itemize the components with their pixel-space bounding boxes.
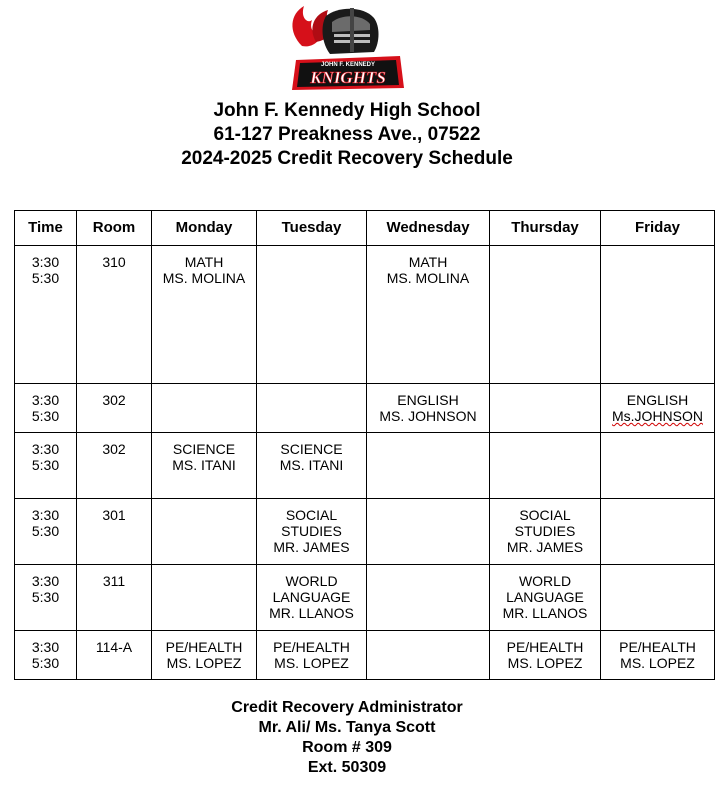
time-text: 5:30: [31, 589, 60, 605]
time-text: 5:30: [31, 457, 60, 473]
administrator-extension: Ext. 50309: [307, 759, 387, 776]
logo-school-text: JOHN F. KENNEDY: [320, 62, 376, 68]
class-cell-monday: [152, 433, 257, 499]
class-text: MR. JAMES: [273, 539, 350, 555]
class-text: MR. LLANOS: [269, 605, 354, 621]
room-number: 311: [102, 573, 126, 589]
class-cell-monday: [152, 384, 257, 433]
class-text: MS. LOPEZ: [274, 655, 349, 671]
class-cell-monday: [152, 565, 257, 631]
time-text: 3:30: [31, 507, 60, 523]
class-cell-wednesday: [367, 433, 490, 499]
time-text: 5:30: [31, 270, 60, 286]
class-text: WORLD: [285, 573, 338, 589]
room-number: 302: [102, 392, 126, 408]
school-address: 61-127 Preakness Ave., 07522: [213, 124, 481, 145]
schedule-title: 2024-2025 Credit Recovery Schedule: [181, 148, 513, 169]
class-cell-tuesday: [257, 631, 367, 680]
class-text: SOCIAL: [285, 507, 338, 523]
room-number: 310: [102, 254, 126, 270]
class-text: Ms.JOHNSON: [612, 408, 703, 424]
header-wednesday: Wednesday: [367, 211, 490, 246]
class-text: STUDIES: [514, 523, 576, 539]
class-cell-tuesday: [257, 384, 367, 433]
room-cell: [77, 565, 152, 631]
class-text: MS. ITANI: [172, 457, 236, 473]
room-number: 114-A: [95, 639, 133, 655]
administrator-room: Room # 309: [302, 739, 392, 756]
time-text: 3:30: [31, 639, 60, 655]
room-cell: [77, 433, 152, 499]
class-text: MS. LOPEZ: [166, 655, 242, 671]
class-text: LANGUAGE: [506, 589, 584, 605]
header-thursday: Thursday: [490, 211, 601, 246]
table-header-row: [15, 211, 715, 246]
class-text: LANGUAGE: [272, 589, 351, 605]
administrator-names: Mr. Ali/ Ms. Tanya Scott: [258, 719, 436, 736]
knights-logo: [282, 2, 410, 94]
class-cell-tuesday: [257, 565, 367, 631]
room-cell: [77, 384, 152, 433]
class-cell-friday: [601, 499, 715, 565]
administrator-title: Credit Recovery Administrator: [231, 699, 463, 716]
class-text: PE/HEALTH: [619, 639, 696, 655]
time-text: 5:30: [31, 523, 60, 539]
class-text: MATH: [184, 254, 224, 270]
class-text: MS. LOPEZ: [620, 655, 695, 671]
table-row: [15, 246, 715, 384]
class-text: SOCIAL: [519, 507, 571, 523]
table-row: [15, 499, 715, 565]
school-name: John F. Kennedy High School: [213, 100, 481, 121]
class-text: MS. JOHNSON: [379, 408, 477, 424]
class-cell-tuesday: [257, 246, 367, 384]
class-cell-tuesday: [257, 433, 367, 499]
table-row: [15, 631, 715, 680]
time-text: 3:30: [31, 441, 60, 457]
class-cell-wednesday: [367, 565, 490, 631]
room-cell: [77, 246, 152, 384]
time-cell: [15, 433, 77, 499]
room-cell: [77, 631, 152, 680]
room-number: 301: [102, 507, 126, 523]
time-text: 3:30: [31, 392, 60, 408]
time-text: 3:30: [31, 254, 60, 270]
time-cell: [15, 384, 77, 433]
class-text: ENGLISH: [397, 392, 459, 408]
class-text: WORLD: [518, 573, 572, 589]
class-text: SCIENCE: [172, 441, 236, 457]
class-cell-monday: [152, 631, 257, 680]
class-text: MR. LLANOS: [502, 605, 588, 621]
class-cell-thursday: [490, 565, 601, 631]
class-cell-thursday: [490, 631, 601, 680]
table-row: [15, 384, 715, 433]
class-text: MS. MOLINA: [386, 270, 470, 286]
class-text: MS. LOPEZ: [507, 655, 583, 671]
time-cell: [15, 246, 77, 384]
class-text: PE/HEALTH: [273, 639, 350, 655]
class-cell-thursday: [490, 246, 601, 384]
class-text: SCIENCE: [280, 441, 343, 457]
header-tuesday: Tuesday: [257, 211, 367, 246]
class-cell-thursday: [490, 384, 601, 433]
time-text: 3:30: [31, 573, 60, 589]
header-friday: Friday: [601, 211, 715, 246]
class-cell-monday: [152, 499, 257, 565]
time-cell: [15, 631, 77, 680]
class-cell-friday: [601, 433, 715, 499]
header-monday: Monday: [152, 211, 257, 246]
class-text: PE/HEALTH: [506, 639, 584, 655]
class-cell-friday: [601, 631, 715, 680]
table-row: [15, 433, 715, 499]
header-time: Time: [15, 211, 77, 246]
class-text: PE/HEALTH: [165, 639, 243, 655]
class-text: ENGLISH: [626, 392, 689, 408]
class-cell-friday: [601, 384, 715, 433]
time-cell: [15, 499, 77, 565]
class-text: MS. ITANI: [279, 457, 344, 473]
class-cell-wednesday: [367, 499, 490, 565]
class-text: STUDIES: [281, 523, 342, 539]
class-text: MATH: [408, 254, 448, 270]
time-cell: [15, 565, 77, 631]
class-cell-friday: [601, 246, 715, 384]
class-text: MR. JAMES: [506, 539, 584, 555]
class-cell-wednesday: [367, 631, 490, 680]
time-text: 5:30: [31, 408, 60, 424]
class-cell-wednesday: [367, 246, 490, 384]
class-cell-wednesday: [367, 384, 490, 433]
schedule-table: [14, 210, 715, 680]
class-text: MS. MOLINA: [162, 270, 246, 286]
class-cell-thursday: [490, 433, 601, 499]
class-cell-tuesday: [257, 499, 367, 565]
header-room: Room: [77, 211, 152, 246]
table-row: [15, 565, 715, 631]
time-text: 5:30: [31, 655, 60, 671]
class-cell-thursday: [490, 499, 601, 565]
logo-knights-text: KNIGHTS: [310, 68, 386, 87]
class-cell-monday: [152, 246, 257, 384]
class-cell-friday: [601, 565, 715, 631]
room-cell: [77, 499, 152, 565]
room-number: 302: [102, 441, 126, 457]
